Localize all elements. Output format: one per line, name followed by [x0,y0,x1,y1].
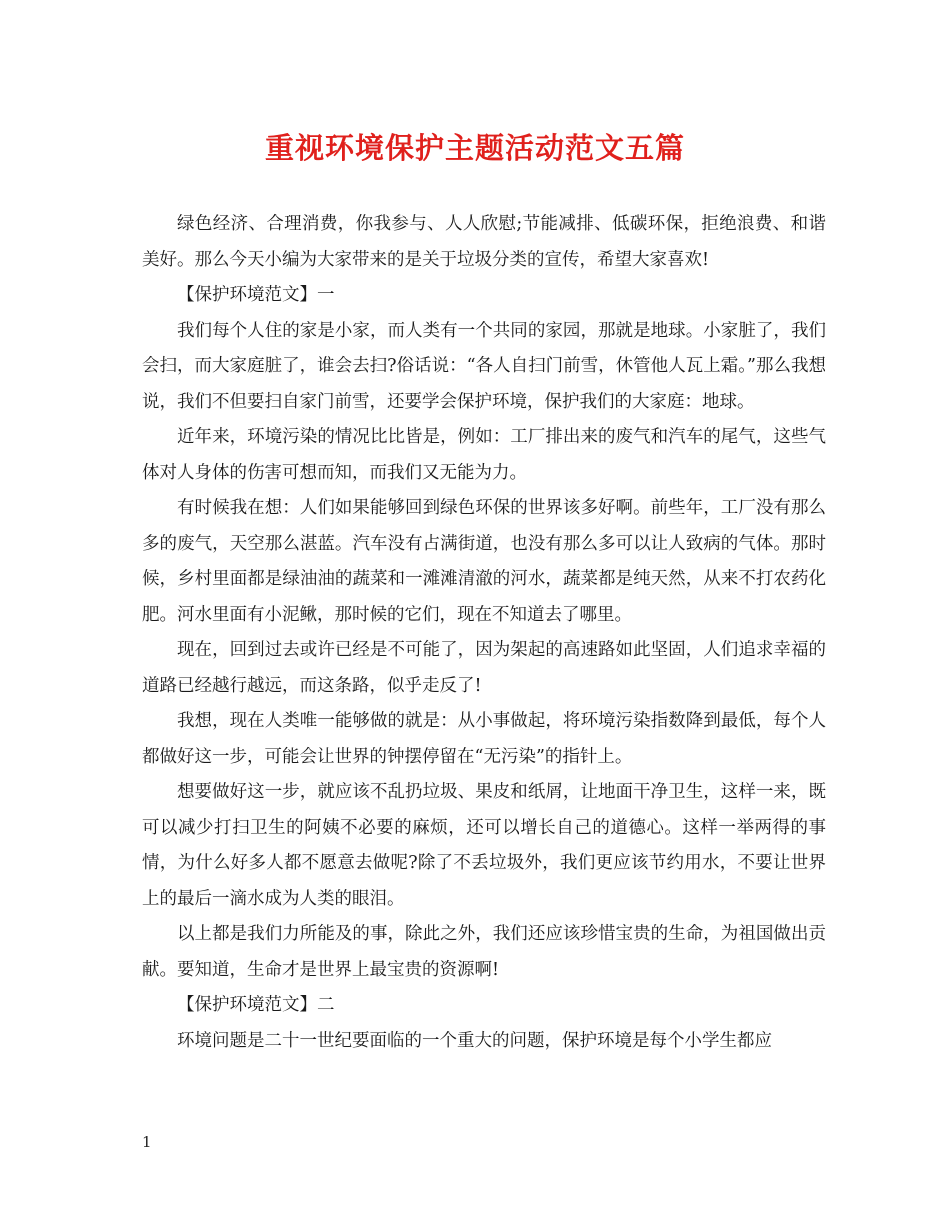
section-heading-one: 【保护环境范文】一 [177,285,335,305]
paragraph: 环境问题是二十一世纪要面临的一个重大的问题，保护环境是每个小学生都应 [177,1030,772,1051]
paragraph: 我想，现在人类唯一能够做的就是：从小事做起，将环境污染指数降到最低，每个人都做好这一步，可能会让世界的钟摆停留在“无污染”的指针上。 [142,711,826,767]
paragraph: 想要做好这一步，就应该不乱扔垃圾、果皮和纸屑，让地面干净卫生，这样一来，既可以减少打扫卫生的阿姨不必要的麻烦，还可以增长自己的道德心。这样一举两得的事情，为什么好多人都不愿意去做呢?除了不丢垃圾外，我们更应该节约用水，不要让世界上的最后一滴水成为人类的眼泪。 [142,782,826,909]
page-number: 1 [142,1133,152,1151]
section-heading-two: 【保护环境范文】二 [177,995,335,1015]
paragraph: 近年来，环境污染的情况比比皆是，例如：工厂排出来的废气和汽车的尾气，这些气体对人身体的伤害可想而知，而我们又无能为力。 [142,427,826,483]
paragraph: 现在，回到过去或许已经是不可能了，因为架起的高速路如此坚固，人们追求幸福的道路已经越行越远，而这条路，似乎走反了! [142,640,826,696]
page-title: 重视环境保护主题活动范文五篇 [264,131,685,165]
paragraph: 我们每个人住的家是小家，而人类有一个共同的家园，那就是地球。小家脏了，我们会扫，而大家庭脏了，谁会去扫?俗话说：“各人自扫门前雪，休管他人瓦上霜。”那么我想说，我们不但要扫自家门前雪，还要学会保护环境，保护我们的大家庭：地球。 [142,320,826,412]
paragraph: 以上都是我们力所能及的事，除此之外，我们还应该珍惜宝贵的生命，为祖国做出贡献。要知道，生命才是世界上最宝贵的资源啊! [142,924,826,980]
paragraph-intro: 绿色经济、合理消费，你我参与、人人欣慰;节能减排、低碳环保，拒绝浪费、和谐美好。那么今天小编为大家带来的是关于垃圾分类的宣传，希望大家喜欢! [142,214,826,270]
document-body [142,207,826,1059]
paragraph: 有时候我在想：人们如果能够回到绿色环保的世界该多好啊。前些年，工厂没有那么多的废气，天空那么湛蓝。汽车没有占满街道，也没有那么多可以让人致病的气体。那时候，乡村里面都是绿油油的蔬菜和一滩滩清澈的河水，蔬菜都是纯天然，从来不打农药化肥。河水里面有小泥鳅，那时候的它们，现在不知道去了哪里。 [142,498,826,625]
